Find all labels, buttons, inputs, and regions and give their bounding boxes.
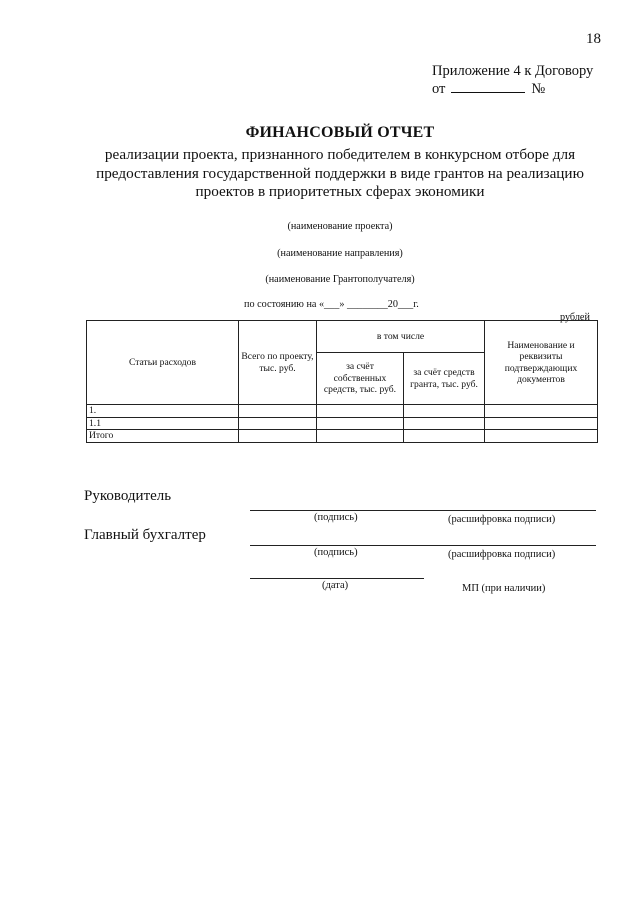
table-row	[87, 405, 598, 418]
appendix-date-number	[432, 80, 593, 98]
project-name-caption: (наименование проекта)	[287, 221, 393, 232]
head-decoding-caption: (расшифровка подписи)	[448, 514, 556, 525]
report-title: ФИНАНСОВЫЙ ОТЧЕТ	[245, 124, 435, 141]
header-grant-funds: за счёт средств гранта, тыс. руб.	[404, 353, 485, 405]
direction-name-caption: (наименование направления)	[277, 248, 403, 259]
grantee-name-caption: (наименование Грантополучателя)	[265, 274, 415, 285]
from-label: от	[432, 81, 446, 97]
financial-report-table	[86, 320, 598, 443]
units-label: рублей	[560, 312, 590, 323]
appendix-title: Приложение 4 к Договору	[432, 63, 594, 79]
row-label: 1.1	[87, 417, 239, 430]
table-row	[87, 417, 598, 430]
head-signature-line	[250, 510, 596, 511]
header-including: в том числе	[317, 321, 485, 353]
accountant-decoding-caption: (расшифровка подписи)	[448, 549, 556, 560]
accountant-signature-caption: (подпись)	[314, 547, 358, 558]
date-caption: (дата)	[322, 580, 349, 591]
page-number: 18	[586, 31, 601, 47]
header-total: Всего по проекту, тыс. руб.	[239, 321, 317, 405]
row-label: 1.	[87, 405, 239, 418]
table-row-total	[87, 430, 598, 443]
header-documents: Наименование и реквизиты подтверждающих документов	[485, 321, 598, 405]
number-label: №	[531, 81, 546, 97]
header-own-funds: за счёт собственных средств, тыс. руб.	[317, 353, 404, 405]
date-blank	[451, 80, 525, 93]
stamp-caption: МП (при наличии)	[462, 583, 546, 594]
accountant-label: Главный бухгалтер	[84, 527, 206, 543]
as-of-date: по состоянию на «___» ________20___г.	[244, 299, 419, 310]
header-expense-items: Статьи расходов	[87, 321, 239, 405]
head-signature-caption: (подпись)	[314, 512, 358, 523]
accountant-signature-line	[250, 545, 596, 546]
date-line	[250, 578, 424, 579]
appendix-header	[432, 62, 593, 98]
head-label: Руководитель	[84, 488, 172, 504]
report-subtitle: реализации проекта, признанного победителем в конкурсном отборе для предоставления государственной поддержки в виде грантов на реализацию проектов в приоритетных сферах экономики	[96, 146, 584, 200]
row-label: Итого	[87, 430, 239, 443]
table-header-row	[87, 321, 598, 353]
